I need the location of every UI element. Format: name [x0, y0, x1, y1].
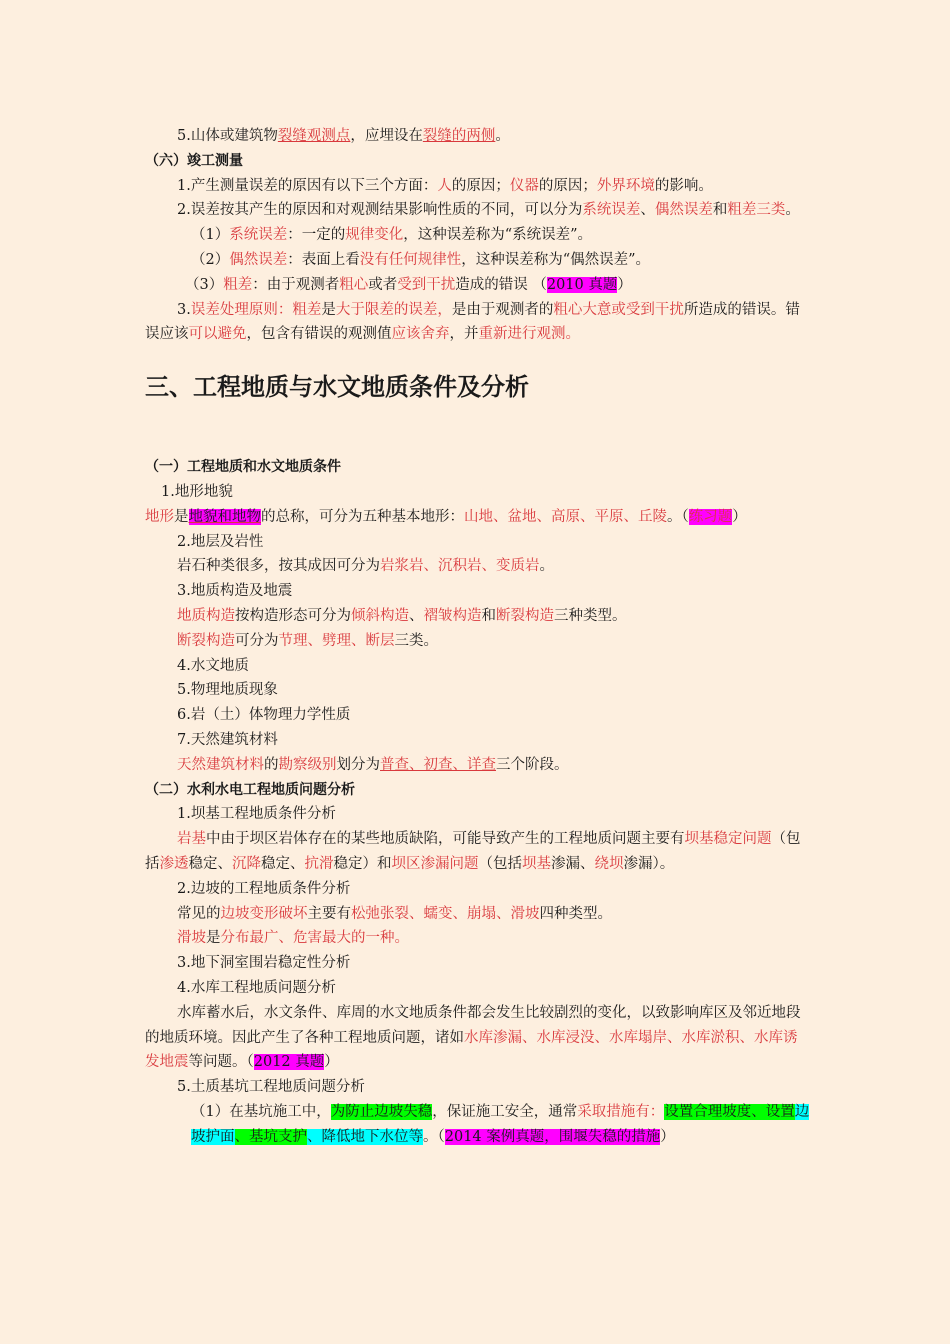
text: 。（ [423, 1128, 445, 1145]
subsection-title: 4.水库工程地质问题分析 [177, 979, 336, 996]
text: 所造成的错误。错误应该 [145, 301, 800, 343]
subsection-title: 5.土质基坑工程地质问题分析 [177, 1079, 365, 1096]
text: 稳定、 [188, 855, 232, 872]
subsection-title: 5.物理地质现象 [177, 682, 278, 699]
section-heading: （六）竣工测量 [145, 152, 243, 169]
text: ） [617, 276, 632, 293]
highlight-text: 岩基 [177, 831, 206, 848]
highlight-text: 裂缝观测点 [277, 128, 351, 144]
subsection-title: 1.地形地貌 [161, 483, 233, 500]
text: 四种类型。 [539, 905, 612, 922]
highlight-text: 断裂构造 [496, 607, 554, 624]
highlight-text: 裂缝的两侧 [422, 128, 496, 144]
paragraph [145, 298, 810, 348]
text: 三类。 [394, 632, 438, 649]
paragraph [145, 827, 810, 877]
text: 。 [785, 202, 800, 219]
paragraph [145, 554, 810, 579]
paragraph [145, 604, 810, 629]
text: ，保证施工安全，通常 [432, 1103, 578, 1120]
text: ） [324, 1054, 339, 1071]
text: 的原因； [538, 177, 597, 194]
text: 可分为 [235, 632, 279, 649]
subsection-title: 2.边坡的工程地质条件分析 [177, 880, 351, 897]
highlight-text: 滑坡 [177, 930, 206, 947]
document-body [145, 124, 810, 1149]
highlight-text: 褶皱构造 [423, 607, 482, 624]
highlight-text: 粗心大意或受到干扰 [553, 301, 684, 318]
text: 按构造形态可分为 [235, 607, 351, 624]
highlight-text: 绕坝 [594, 855, 624, 872]
text: 岩石种类很多，按其成因可分为 [177, 558, 380, 575]
text: 渗漏）。 [623, 855, 675, 872]
text: （3） [185, 276, 224, 293]
highlight-text: 岩浆岩、沉积岩、变质岩 [380, 558, 540, 575]
green-highlight: 为防止边坡失稳 [330, 1103, 433, 1120]
text: ：一定的 [287, 227, 346, 244]
cyan-highlight: 边坡护面 [191, 1103, 810, 1145]
text: ，应埋设在 [350, 128, 423, 144]
highlight-text: 坝基 [522, 855, 551, 872]
highlight-text: 没有任何规律性 [359, 251, 462, 268]
text: （2） [191, 251, 230, 268]
text: 的总称，可分为五种基本地形： [261, 508, 464, 525]
highlight-text: 断裂构造 [177, 632, 235, 649]
text: 、 [640, 202, 655, 219]
text: 常见的 [177, 905, 221, 922]
highlight-text: 边坡变形破坏 [220, 905, 308, 922]
highlight-text: 松弛张裂、蠕变、崩塌、滑坡 [351, 905, 540, 922]
text: （1） [191, 227, 230, 244]
exam-tag: 练习题 [688, 508, 733, 525]
text: 造成的错误 （ [455, 276, 547, 293]
highlight-text: 沉降 [232, 855, 261, 872]
text: 稳定）和 [333, 855, 392, 872]
section-heading: （二）水利水电工程地质问题分析 [145, 781, 355, 798]
text: ） [732, 508, 747, 525]
paragraph [145, 505, 810, 530]
text: 的 [264, 756, 279, 773]
highlight-text: 受到干扰 [397, 276, 456, 293]
paragraph [145, 273, 810, 298]
highlight-text: 坝区渗漏问题 [391, 855, 479, 872]
highlight-text: 偶然误差 [654, 202, 713, 219]
section-heading: （一）工程地质和水文地质条件 [145, 459, 341, 476]
text: ，包含有错误的观测值 [246, 326, 392, 343]
text: （包括 [145, 831, 801, 872]
text: 三个阶段。 [496, 756, 569, 773]
text: 三种类型。 [554, 607, 627, 624]
highlight-text: 仪器 [509, 177, 539, 194]
paragraph [145, 902, 810, 927]
highlight-text: 山地、盆地、高原、平原、丘陵 [464, 508, 667, 525]
text: 3. [177, 301, 191, 318]
chapter-heading: 三、工程地质与水文地质条件及分析 [145, 372, 529, 402]
paragraph [145, 1100, 810, 1150]
exam-tag: 2010 真题 [546, 276, 618, 293]
subsection-title: 3.地质构造及地震 [177, 583, 293, 600]
text: 是 [321, 301, 336, 318]
highlight-text: 采取措施有： [577, 1103, 665, 1120]
paragraph [145, 926, 810, 951]
subsection-title: 1.坝基工程地质条件分析 [177, 806, 336, 823]
highlight-text: 天然建筑材料 [177, 756, 264, 773]
text: （包括 [478, 855, 522, 872]
text: 的影响。 [654, 177, 713, 194]
highlight-text: 地形 [145, 508, 174, 525]
subsection-title: 7.天然建筑材料 [177, 731, 278, 748]
text: 和 [712, 202, 728, 219]
paragraph [145, 248, 810, 273]
highlight-text: 粗心 [339, 276, 369, 293]
highlight-text: 应该舍弃 [391, 326, 450, 343]
highlight-text: 粗差三类 [727, 202, 786, 219]
text: 是 [206, 930, 221, 947]
text: 1.产生测量误差的原因有以下三个方面： [177, 177, 438, 194]
text: 。（ [667, 508, 689, 525]
paragraph [145, 223, 810, 248]
subsection-title: 2.地层及岩性 [177, 533, 264, 550]
highlight-text: 规律变化 [345, 227, 404, 244]
highlight-text: 分布最广、危害最大的一种。 [220, 930, 409, 947]
text: 或者 [368, 276, 398, 293]
highlight-text: 粗差 [223, 276, 253, 293]
text: 划分为 [336, 756, 380, 773]
paragraph [145, 198, 810, 223]
highlight-text: 普查、初查、详查 [380, 756, 496, 773]
text: ：由于观测者 [252, 276, 340, 293]
subsection-title: 4.水文地质 [177, 657, 249, 674]
highlight-text: 抗滑 [304, 855, 334, 872]
highlight-text: 勘察级别 [278, 756, 337, 773]
magenta-highlight: 地貌和地物 [188, 508, 261, 525]
text: 是由于观测者的 [451, 301, 554, 318]
text: ，并 [449, 326, 479, 343]
highlight-text: 倾斜构造 [351, 607, 409, 624]
subsection-title: 3.地下洞室围岩稳定性分析 [177, 955, 351, 972]
highlight-text: 误差处理原则：粗差 [190, 301, 322, 318]
paragraph [145, 124, 810, 149]
text: 的原因； [451, 177, 510, 194]
highlight-text: 渗透 [159, 855, 189, 872]
paragraph [145, 629, 810, 654]
exam-tag: 2014 案例真题，围堰失稳的措施 [444, 1128, 661, 1145]
highlight-text: 外界环境 [596, 177, 655, 194]
text: 等问题。（ [188, 1054, 254, 1071]
highlight-text: 可以避免 [188, 326, 247, 343]
text: 稳定、 [261, 855, 305, 872]
text: 和 [481, 607, 496, 624]
text: 渗漏、 [551, 855, 595, 872]
text: 水库蓄水后，水文条件、库周的水文地质条件都会发生比较剧烈的变化，以致影响库区及邻近地段的地质环境。因此产生了各种工程地质问题，诸如 [145, 1004, 801, 1046]
highlight-text: 节理、劈理、断层 [278, 632, 395, 649]
subsection-title: 6.岩（土）体物理力学性质 [177, 707, 351, 724]
highlight-text: 偶然误差 [229, 251, 288, 268]
paragraph [145, 753, 810, 778]
text: ：表面上看 [287, 251, 360, 268]
text: 主要有 [307, 905, 351, 922]
text: 。 [539, 558, 554, 575]
text: 5.山体或建筑物 [177, 128, 278, 144]
paragraph [145, 1001, 810, 1075]
text: 、 [409, 607, 424, 624]
text: 是 [174, 508, 189, 525]
highlight-text: 坝基稳定问题 [684, 831, 772, 848]
text: ，这种误差称为“偶然误差”。 [461, 251, 651, 268]
text: 2.误差按其产生的原因和对观测结果影响性质的不同，可以分为 [177, 202, 583, 219]
text: ） [660, 1128, 675, 1145]
exam-tag: 2012 真题 [253, 1054, 325, 1071]
highlight-text: 系统误差 [582, 202, 641, 219]
highlight-text: 地质构造 [177, 607, 235, 624]
text: 中由于坝区岩体存在的某些地质缺陷，可能导致产生的工程地质问题主要有 [206, 831, 685, 848]
highlight-text: 大于限差的误差， [335, 301, 452, 318]
cyan-highlight: 、降低地下水位等 [307, 1128, 423, 1145]
text: （1）在基坑施工中， [191, 1103, 331, 1120]
highlight-text: 人 [437, 177, 452, 194]
highlight-text: 水库渗漏、水库浸没、水库塌岸、水库淤积、水库诱发地震 [145, 1029, 798, 1071]
highlight-text: 重新进行观测。 [478, 326, 580, 343]
highlight-text: 系统误差 [229, 227, 288, 244]
paragraph [145, 174, 810, 199]
text: 。 [495, 128, 510, 144]
green-highlight: 、基坑支护 [234, 1128, 307, 1145]
green-highlight: 设置合理坡度、设置 [664, 1103, 795, 1120]
text: ，这种误差称为“系统误差”。 [403, 227, 593, 244]
